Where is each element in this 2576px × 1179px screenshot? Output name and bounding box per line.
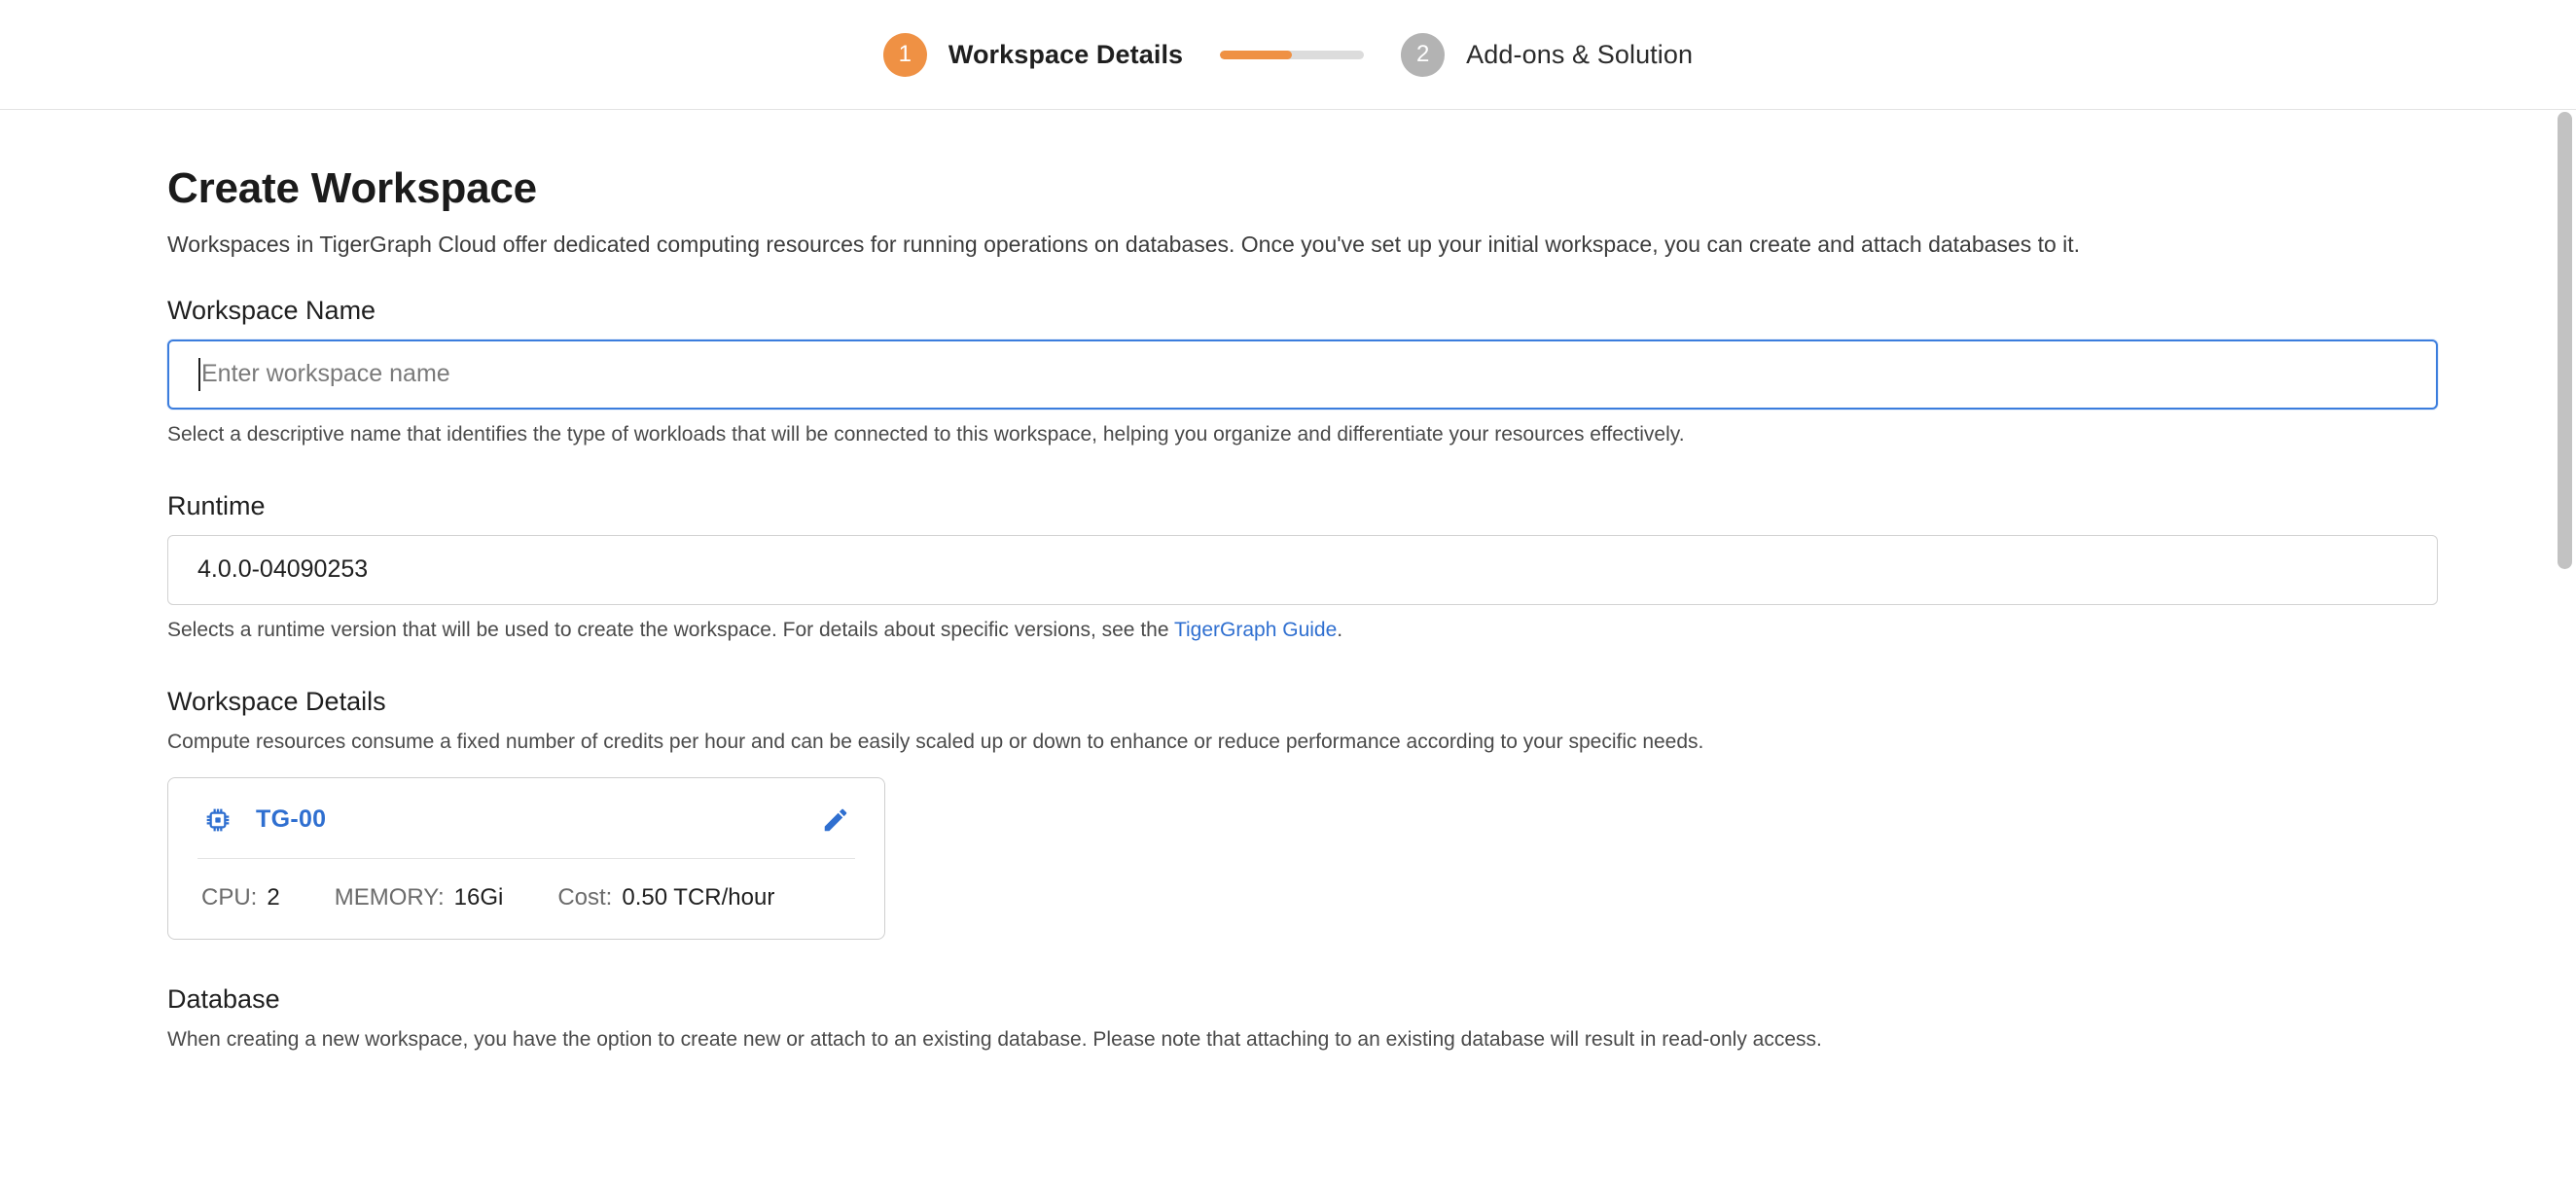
edit-pencil-icon[interactable]	[820, 804, 851, 836]
page-title: Create Workspace	[167, 164, 537, 212]
instance-cost-label: Cost:	[557, 883, 613, 911]
runtime-input[interactable]	[167, 535, 2438, 605]
create-workspace-page	[0, 110, 2576, 1052]
stepper-progress-fill	[1220, 51, 1292, 59]
stepper-step-workspace-details[interactable]	[883, 33, 1183, 77]
tigergraph-guide-link[interactable]: TigerGraph Guide	[1173, 618, 1338, 641]
stepper-step-addons-solution[interactable]	[1401, 33, 1693, 77]
instance-card-header	[197, 778, 855, 859]
step-2-number-badge: 2	[1401, 33, 1445, 77]
runtime-helper	[167, 619, 2440, 642]
instance-memory	[335, 884, 504, 911]
instance-cpu-value: 2	[267, 883, 280, 911]
page-scrollbar-thumb[interactable]	[2558, 112, 2572, 569]
workspace-name-helper: Select a descriptive name that identifies the type of workloads that will be connected to this workspace, helping you organize and differentiate your resources effectively.	[167, 422, 1685, 446]
workspace-name-input[interactable]	[167, 339, 2438, 410]
workspace-wizard-stepper	[0, 0, 2576, 110]
instance-specs	[168, 859, 884, 939]
instance-name: TG-00	[256, 805, 327, 834]
instance-memory-label: MEMORY:	[334, 883, 445, 911]
cpu-chip-icon	[201, 804, 234, 837]
text-cursor	[198, 358, 200, 391]
create-workspace-form	[167, 110, 2440, 1052]
step-2-label: Add-ons & Solution	[1466, 39, 1694, 69]
runtime-helper-before: Selects a runtime version that will be used to create the workspace. For details about specific versions, see the	[167, 618, 1174, 641]
stepper-progress-connector	[1220, 51, 1364, 59]
instance-cost	[557, 884, 774, 911]
page-scrollbar-track[interactable]	[2553, 110, 2576, 1179]
database-helper: When creating a new workspace, you have the option to create new or attach to an existing database. Please note that attaching to an existing database will result in read-only access.	[167, 1027, 1822, 1051]
runtime-helper-after: .	[1337, 618, 1343, 641]
database-label: Database	[167, 983, 280, 1014]
workspace-name-label: Workspace Name	[167, 295, 376, 325]
workspace-details-label: Workspace Details	[167, 686, 386, 716]
instance-cpu-label: CPU:	[201, 883, 258, 911]
instance-cost-value: 0.50 TCR/hour	[622, 883, 775, 911]
instance-memory-value: 16Gi	[453, 883, 504, 911]
step-1-label: Workspace Details	[948, 39, 1184, 69]
instance-cpu	[201, 884, 280, 911]
instance-type-card[interactable]	[167, 777, 885, 940]
workspace-name-placeholder: Enter workspace name	[201, 360, 450, 388]
page-intro-text: Workspaces in TigerGraph Cloud offer dedicated computing resources for running operations on databases. Once you've set up your initial workspace, you can create and attach databases to it.	[167, 232, 2081, 257]
workspace-details-helper: Compute resources consume a fixed number of credits per hour and can be easily scaled up or down to enhance or reduce performance according to your specific needs.	[167, 730, 1704, 753]
runtime-value: 4.0.0-04090253	[197, 555, 369, 584]
runtime-label: Runtime	[167, 490, 266, 520]
step-1-number-badge: 1	[883, 33, 927, 77]
